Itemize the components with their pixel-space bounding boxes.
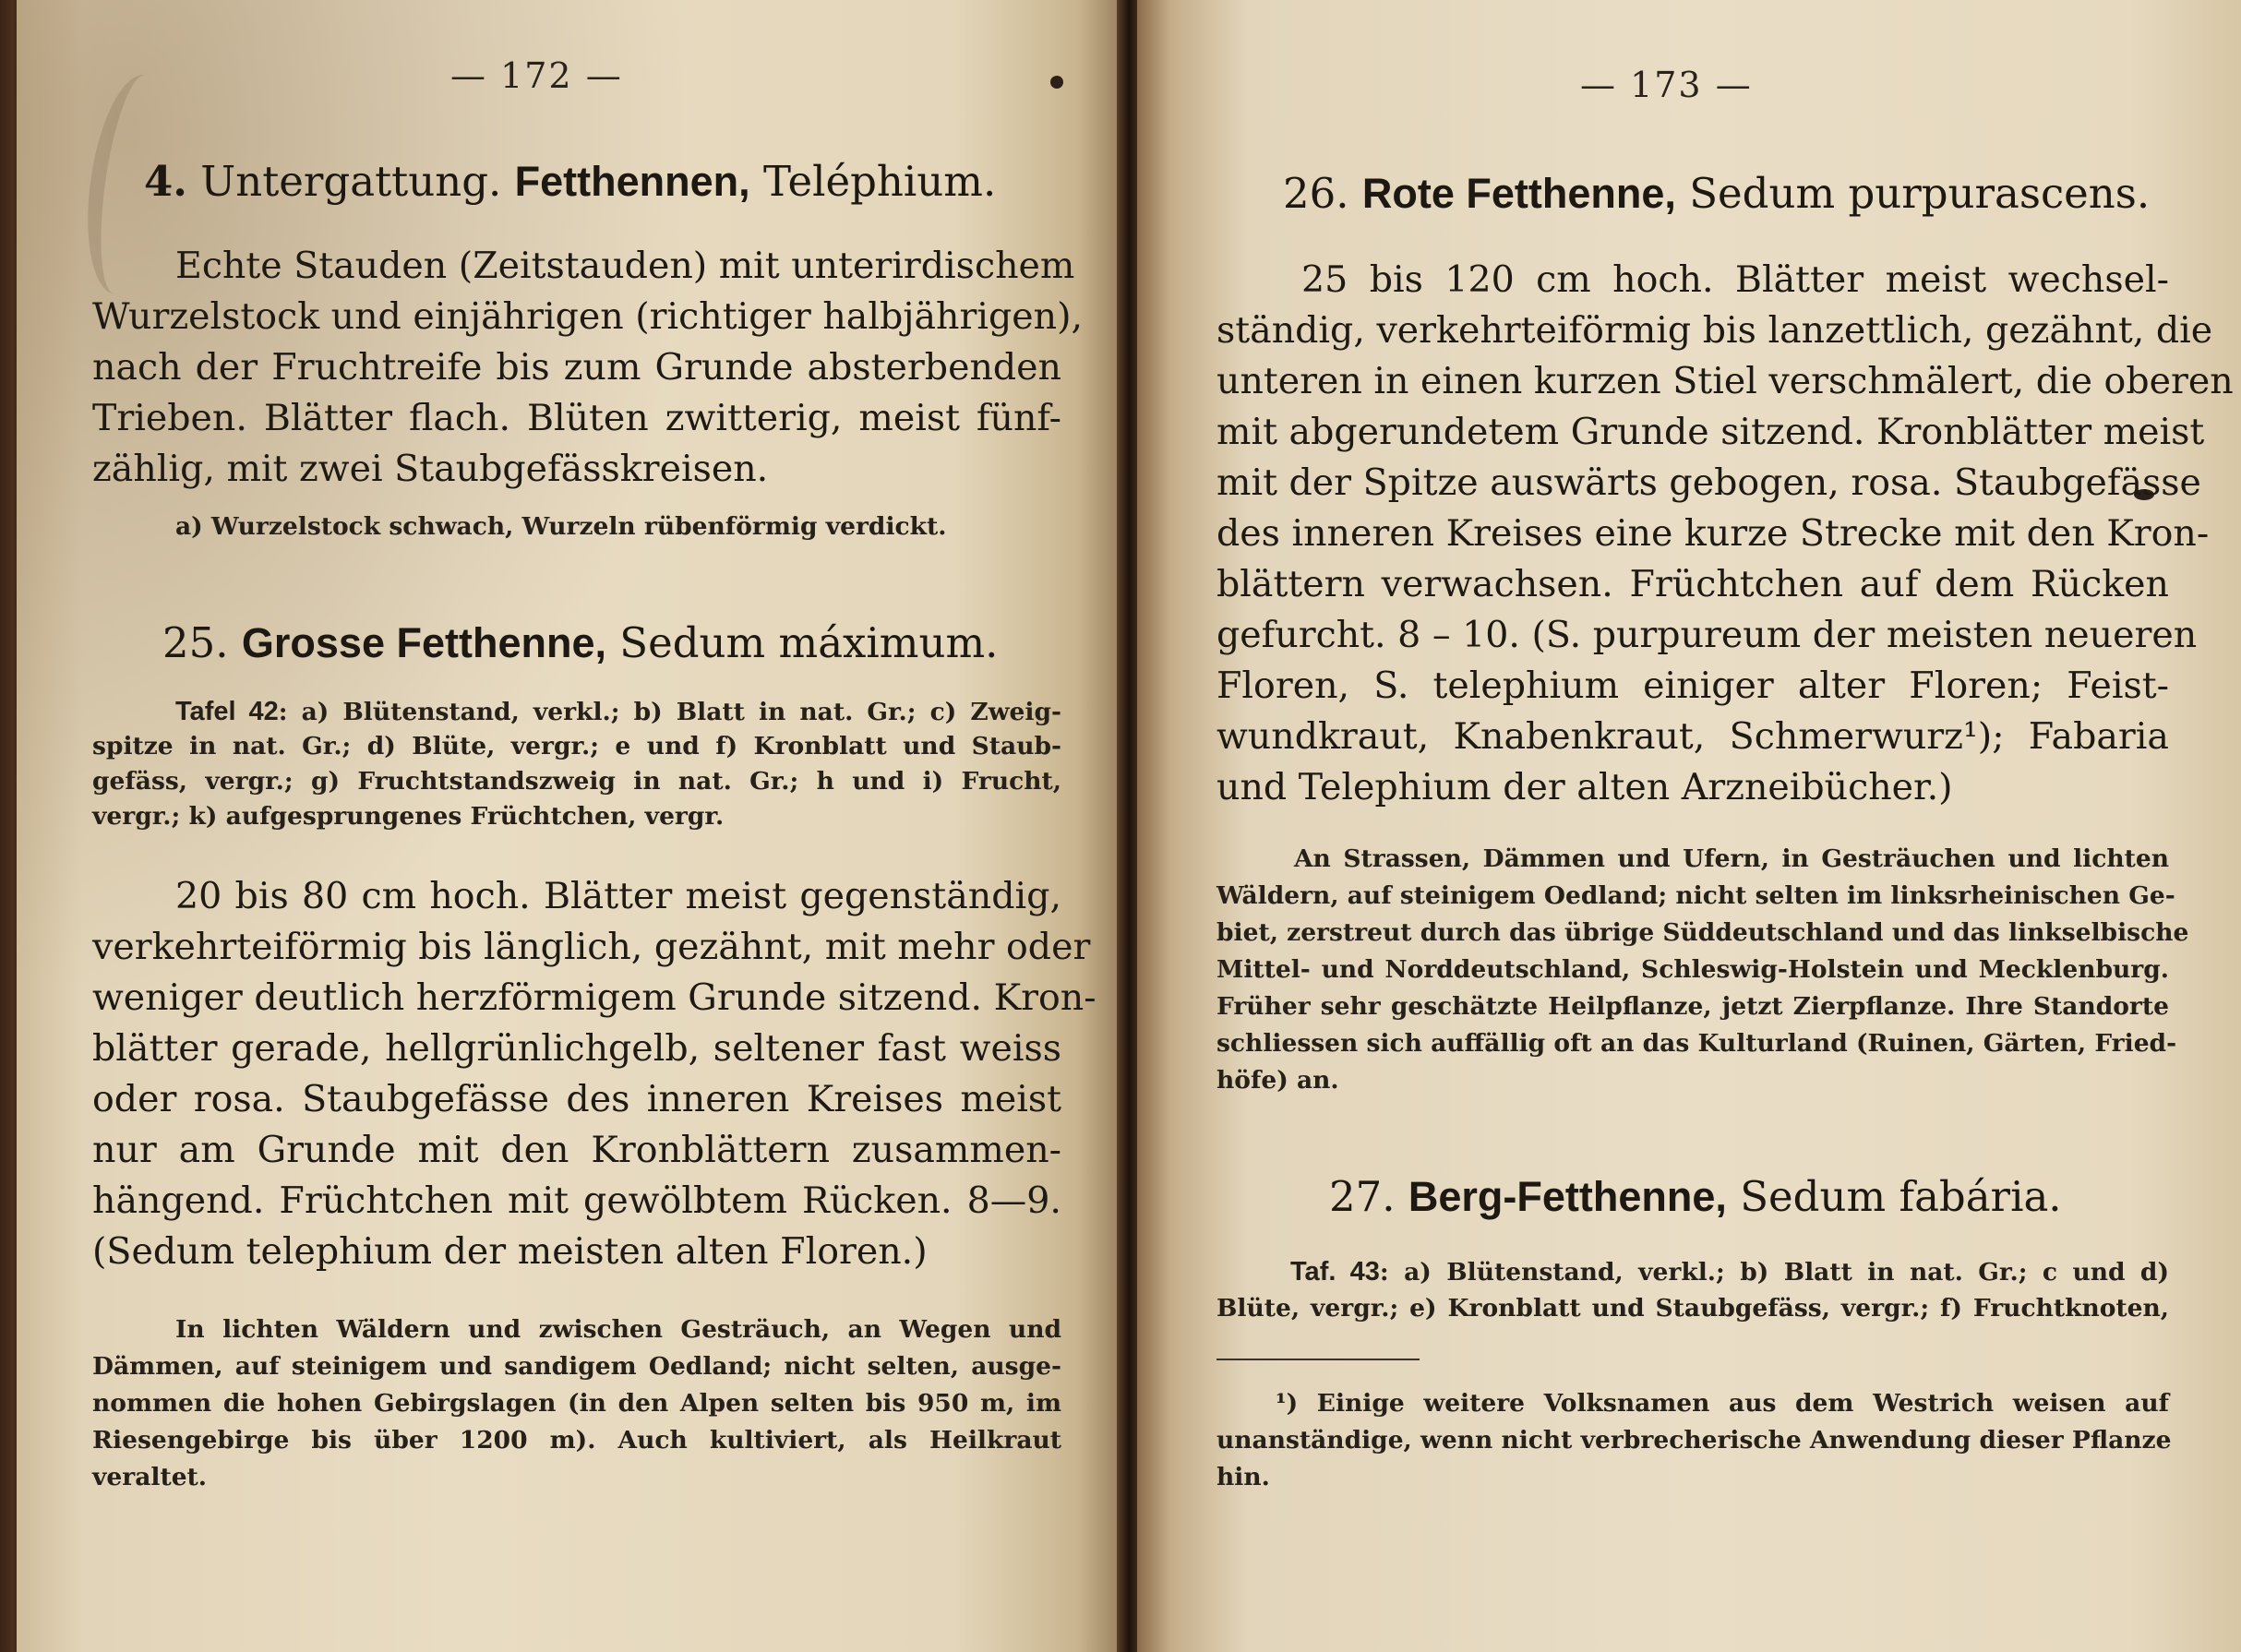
habitat-line: schliessen sich auffällig oft an das Kulturland (Ruinen, Gärten, Fried- [1216, 1029, 2177, 1058]
plate-caption-line: gefäss, vergr.; g) Fruchtstandszweig in nat. Gr.; h und i) Frucht, [92, 767, 1061, 796]
description-line: des inneren Kreises eine kurze Strecke mit den Kron- [1216, 512, 2210, 555]
habitat-line: veraltet. [92, 1463, 208, 1491]
intro-line: Echte Stauden (Zeitstauden) mit unterirdischem [175, 245, 1075, 287]
section-title: Fetthennen, [514, 158, 750, 205]
habitat-line: höfe) an. [1216, 1066, 1339, 1095]
species-latin: Sedum purpurascens. [1689, 169, 2151, 218]
ink-spot [1050, 76, 1063, 89]
plate-caption-line: Blüte, vergr.; e) Kronblatt und Staubgefäss, vergr.; f) Fruchtknoten, [1216, 1294, 2169, 1323]
species-name: Berg-Fetthenne, [1408, 1173, 1727, 1220]
species-name: Rote Fetthenne, [1361, 170, 1676, 217]
page-number: — 173 — [1580, 65, 1753, 105]
habitat-line: Mittel- und Norddeutschland, Schleswig-Holstein und Mecklenburg. [1216, 955, 2169, 984]
description-line: ständig, verkehrteiförmig bis lanzettlich, gezähnt, die [1216, 309, 2213, 352]
description-line: verkehrteiförmig bis länglich, gezähnt, mit mehr oder [92, 926, 1091, 968]
description-line: (Sedum telephium der meisten alten Floren.) [92, 1230, 928, 1273]
plate-caption-line [175, 697, 1061, 727]
right-page [1137, 0, 2241, 1652]
footnote-line: hin. [1216, 1463, 1270, 1491]
footnote-rule [1216, 1359, 1420, 1360]
description-line: oder rosa. Staubgefässe des inneren Kreises meist [92, 1078, 1061, 1120]
description-line: unteren in einen kurzen Stiel verschmälert, die oberen [1216, 360, 2234, 402]
description-line: mit abgerundetem Grunde sitzend. Kronblätter meist [1216, 411, 2205, 453]
habitat-line: Dämmen, auf steinigem und sandigem Oedland; nicht selten, ausge- [92, 1352, 1061, 1381]
habitat-line: biet, zerstreut durch das übrige Süddeutschland und das linkselbische [1216, 918, 2189, 947]
habitat-line: Wäldern, auf steinigem Oedland; nicht selten im linksrheinischen Ge- [1216, 881, 2175, 910]
species-latin: Sedum máximum. [619, 618, 999, 667]
intro-line: nach der Fruchtreife bis zum Grunde absterbenden [92, 346, 1061, 389]
habitat-line: Riesengebirge bis über 1200 m). Auch kultiviert, als Heilkraut [92, 1426, 1061, 1454]
description-line: gefurcht. 8 – 10. (S. purpureum der meisten neueren [1216, 614, 2198, 656]
footnote-line: ¹) Einige weitere Volksnamen aus dem Westrich weisen auf [1276, 1389, 2169, 1418]
description-line: 25 bis 120 cm hoch. Blätter meist wechsel- [1301, 258, 2169, 301]
habitat-line: Früher sehr geschätzte Heilpflanze, jetzt Zierpflanze. Ihre Standorte [1216, 992, 2169, 1021]
description-line: mit der Spitze auswärts gebogen, rosa. Staubgefässe [1216, 461, 2201, 504]
species-number: 27. [1329, 1172, 1396, 1221]
section-latin: Teléphium. [762, 157, 997, 206]
left-page [17, 0, 1120, 1652]
description-line: weniger deutlich herzförmigem Grunde sitzend. Kron- [92, 976, 1097, 1019]
species-name: Grosse Fetthenne, [241, 619, 606, 666]
subsection-note: a) Wurzelstock schwach, Wurzeln rübenförmig verdickt. [175, 512, 947, 541]
species-heading [1329, 1172, 2062, 1221]
description-line: blättern verwachsen. Früchtchen auf dem Rücken [1216, 563, 2169, 605]
intro-line: zählig, mit zwei Staubgefässkreisen. [92, 448, 769, 490]
plate-caption-line [1290, 1257, 2169, 1287]
description-line: blätter gerade, hellgrünlichgelb, seltener fast weiss [92, 1027, 1061, 1070]
description-line: hängend. Früchtchen mit gewölbtem Rücken. 8—9. [92, 1179, 1061, 1222]
plate-label: Taf. 43 [1290, 1257, 1380, 1287]
description-line: wundkraut, Knabenkraut, Schmerwurz¹); Fabaria [1216, 715, 2169, 758]
section-heading [144, 157, 996, 206]
habitat-line: An Strassen, Dämmen und Ufern, in Gesträuchen und lichten [1294, 844, 2169, 873]
species-number: 26. [1283, 169, 1349, 218]
species-number: 25. [162, 618, 229, 667]
species-latin: Sedum fabária. [1740, 1172, 2062, 1221]
description-line: nur am Grunde mit den Kronblättern zusammen- [92, 1129, 1061, 1171]
plate-caption-line: spitze in nat. Gr.; d) Blüte, vergr.; e und f) Kronblatt und Staub- [92, 732, 1061, 760]
plate-text: : a) Blütenstand, verkl.; b) Blatt in nat. Gr.; c) Zweig- [278, 698, 1061, 726]
description-line: 20 bis 80 cm hoch. Blätter meist gegenständig, [175, 875, 1061, 917]
habitat-line: nommen die hohen Gebirgslagen (in den Alpen selten bis 950 m, im [92, 1389, 1061, 1418]
description-line: Floren, S. telephium einiger alter Floren; Feist- [1216, 664, 2169, 707]
species-heading [1283, 169, 2150, 218]
intro-line: Wurzelstock und einjährigen (richtiger halbjährigen), [92, 295, 1084, 338]
plate-label: Tafel 42 [175, 697, 279, 726]
plate-text: : a) Blütenstand, verkl.; b) Blatt in nat. Gr.; c und d) [1379, 1258, 2169, 1287]
section-prefix: Untergattung. [200, 157, 502, 206]
page-number: — 172 — [450, 55, 623, 96]
intro-line: Trieben. Blätter flach. Blüten zwitterig, meist fünf- [92, 397, 1061, 439]
habitat-line: In lichten Wäldern und zwischen Gesträuch, an Wegen und [175, 1315, 1061, 1344]
section-number: 4. [144, 157, 187, 206]
description-line: und Telephium der alten Arzneibücher.) [1216, 766, 1953, 808]
species-heading [162, 618, 998, 667]
footnote-line: unanständige, wenn nicht verbrecherische Anwendung dieser Pflanze [1216, 1426, 2172, 1454]
plate-caption-line: vergr.; k) aufgesprungenes Früchtchen, vergr. [92, 802, 725, 831]
